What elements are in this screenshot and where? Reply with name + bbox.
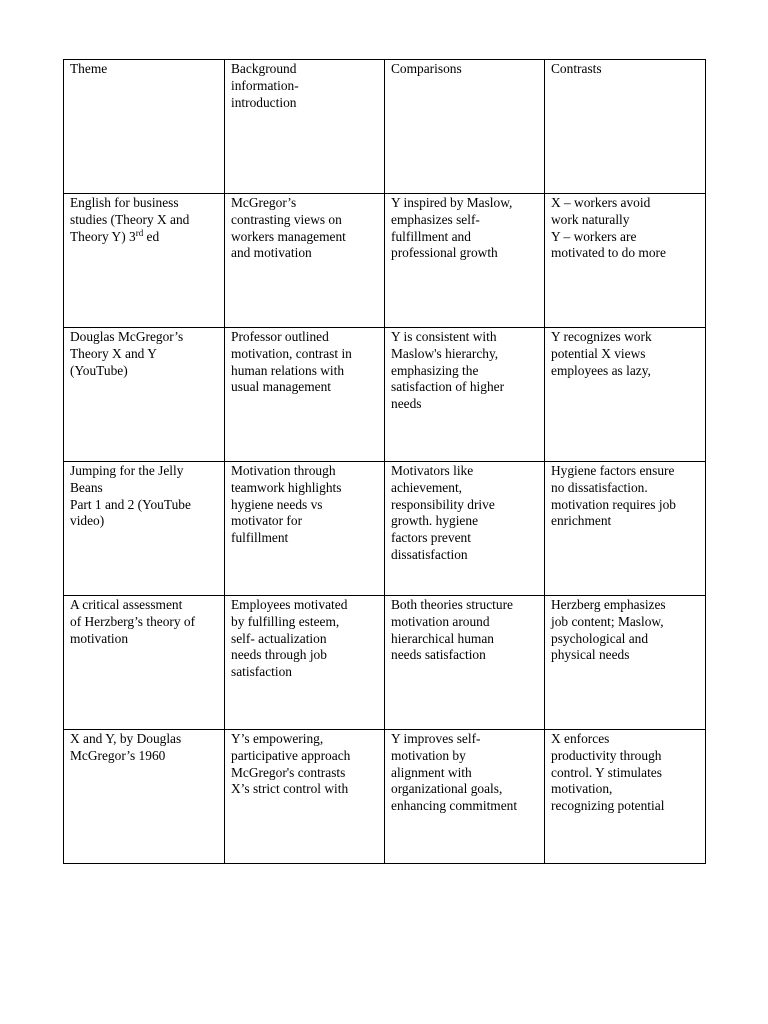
contrasts-cell — [545, 328, 706, 462]
cell-text-line: Hygiene factors ensure — [551, 463, 675, 478]
cell-text-line: and motivation — [231, 245, 312, 261]
cell-text-line: responsibility drive — [391, 496, 495, 512]
theme-cell — [64, 194, 225, 328]
cell-text-line: English for business — [70, 195, 179, 210]
cell-text-line: achievement, — [391, 479, 463, 495]
theme-cell — [64, 462, 225, 596]
cell-text-line: McGregor’s 1960 — [70, 747, 166, 763]
cell-text-line: enhancing commitment — [391, 798, 518, 814]
cell-text-line: needs — [391, 396, 422, 412]
cell-text-line: motivation requires job — [551, 496, 676, 512]
cell-text-line: Part 1 and 2 (YouTube — [70, 496, 191, 512]
theme-cell — [64, 730, 225, 864]
cell-text-line: satisfaction — [231, 664, 292, 680]
cell-text-line: McGregor's contrasts — [231, 764, 346, 780]
theme-cell — [64, 328, 225, 462]
cell-text-line: fulfillment and — [391, 228, 471, 244]
comparisons-cell — [385, 194, 545, 328]
cell-text-line: Background — [231, 61, 297, 76]
theme-cell — [64, 60, 225, 194]
cell-text-line: Jumping for the Jelly — [70, 463, 184, 478]
cell-text-line: hygiene needs vs — [231, 496, 323, 512]
cell-text-line: Y inspired by Maslow, — [391, 195, 513, 210]
background-cell — [225, 462, 385, 596]
cell-text-line: motivation by — [391, 747, 466, 763]
cell-text-line: psychological and — [551, 630, 649, 646]
cell-text-line: workers management — [231, 228, 346, 244]
cell-text-line: Beans — [70, 479, 103, 495]
comparisons-cell — [385, 328, 545, 462]
cell-text-line: needs through job — [231, 647, 327, 663]
comparisons-cell — [385, 596, 545, 730]
cell-text-line: Y improves self- — [391, 731, 481, 746]
table-row — [64, 730, 706, 864]
comparisons-cell — [385, 462, 545, 596]
cell-text-line: introduction — [231, 94, 297, 110]
cell-text-line: A critical assessment — [70, 597, 183, 612]
cell-text-line: productivity through — [551, 747, 662, 763]
cell-text-line: motivator for — [231, 513, 303, 529]
contrasts-cell — [545, 194, 706, 328]
contrasts-cell — [545, 60, 706, 194]
cell-text-line: X and Y, by Douglas — [70, 731, 182, 746]
cell-text-line: motivation — [70, 630, 129, 646]
background-cell — [225, 194, 385, 328]
cell-text-line: satisfaction of higher — [391, 379, 505, 395]
cell-text-line: no dissatisfaction. — [551, 479, 648, 495]
cell-text-line: participative approach — [231, 747, 351, 763]
cell-text-line: motivation, — [551, 781, 613, 797]
cell-text-line: Employees motivated — [231, 597, 348, 612]
cell-text-line: organizational goals, — [391, 781, 503, 797]
cell-text-line: Douglas McGregor’s — [70, 329, 184, 344]
cell-text-line: Theory X and Y — [70, 345, 157, 361]
table-row — [64, 596, 706, 730]
cell-text-line: Theory Y) 3rd ed — [70, 227, 160, 244]
cell-text-line: video) — [70, 513, 105, 529]
cell-text-line: motivation, contrast in — [231, 345, 352, 361]
cell-text-line: Y – workers are — [551, 228, 637, 244]
table-row — [64, 328, 706, 462]
cell-text-line: of Herzberg’s theory of — [70, 613, 196, 629]
theme-cell — [64, 596, 225, 730]
cell-text-line: Theme — [70, 61, 108, 76]
background-cell — [225, 730, 385, 864]
cell-text-line: hierarchical human — [391, 630, 494, 646]
cell-text-line: professional growth — [391, 245, 498, 261]
cell-text-line: X enforces — [551, 731, 610, 746]
table-row — [64, 194, 706, 328]
cell-text-line: studies (Theory X and — [70, 211, 190, 227]
cell-text-line: alignment with — [391, 764, 472, 780]
cell-text-line: motivation around — [391, 613, 490, 629]
cell-text-line: employees as lazy, — [551, 362, 651, 378]
cell-text-line: X – workers avoid — [551, 195, 651, 210]
cell-text-line: Motivators like — [391, 463, 474, 478]
cell-text-line: Contrasts — [551, 61, 602, 76]
cell-text-line: Y’s empowering, — [231, 731, 324, 746]
cell-text-line: work naturally — [551, 211, 630, 227]
cell-text-line: Y recognizes work — [551, 329, 652, 344]
cell-text-line: dissatisfaction — [391, 546, 468, 562]
cell-text-line: control. Y stimulates — [551, 764, 662, 780]
cell-text-line: information- — [231, 77, 299, 93]
cell-text-line: potential X views — [551, 345, 646, 361]
cell-text-line: Both theories structure — [391, 597, 513, 612]
comparisons-cell — [385, 60, 545, 194]
contrasts-cell — [545, 462, 706, 596]
cell-text-line: X’s strict control with — [231, 781, 349, 797]
cell-text-line: factors prevent — [391, 530, 471, 546]
cell-text-line: emphasizes self- — [391, 211, 480, 227]
contrasts-cell — [545, 596, 706, 730]
cell-text-line: teamwork highlights — [231, 479, 342, 495]
cell-text-line: Motivation through — [231, 463, 336, 478]
superscript-text: rd — [135, 227, 144, 238]
cell-text-line: Y is consistent with — [391, 329, 497, 344]
cell-text-line: usual management — [231, 379, 332, 395]
research-comparison-table — [63, 59, 706, 864]
cell-text-line: emphasizing the — [391, 362, 479, 378]
cell-text-line: Comparisons — [391, 61, 462, 76]
contrasts-cell — [545, 730, 706, 864]
background-cell — [225, 60, 385, 194]
cell-text-line: (YouTube) — [70, 362, 128, 378]
cell-text-line: growth. hygiene — [391, 513, 479, 529]
background-cell — [225, 596, 385, 730]
cell-text-line: human relations with — [231, 362, 345, 378]
cell-text-line: McGregor’s — [231, 195, 297, 210]
cell-text-line: Herzberg emphasizes — [551, 597, 666, 612]
cell-text-line: recognizing potential — [551, 798, 665, 814]
cell-text-line: motivated to do more — [551, 245, 666, 261]
cell-text-line: by fulfilling esteem, — [231, 613, 340, 629]
cell-text-line: needs satisfaction — [391, 647, 486, 663]
cell-text-line: enrichment — [551, 513, 612, 529]
table-row — [64, 462, 706, 596]
table-body — [64, 60, 706, 864]
cell-text-line: job content; Maslow, — [551, 613, 664, 629]
background-cell — [225, 328, 385, 462]
cell-text-line: fulfillment — [231, 530, 289, 546]
comparisons-cell — [385, 730, 545, 864]
cell-text-line: physical needs — [551, 647, 630, 663]
cell-text-line: Professor outlined — [231, 329, 329, 344]
cell-text-line: Maslow's hierarchy, — [391, 345, 499, 361]
header-row — [64, 60, 706, 194]
cell-text-line: self- actualization — [231, 630, 327, 646]
cell-text-line: contrasting views on — [231, 211, 342, 227]
